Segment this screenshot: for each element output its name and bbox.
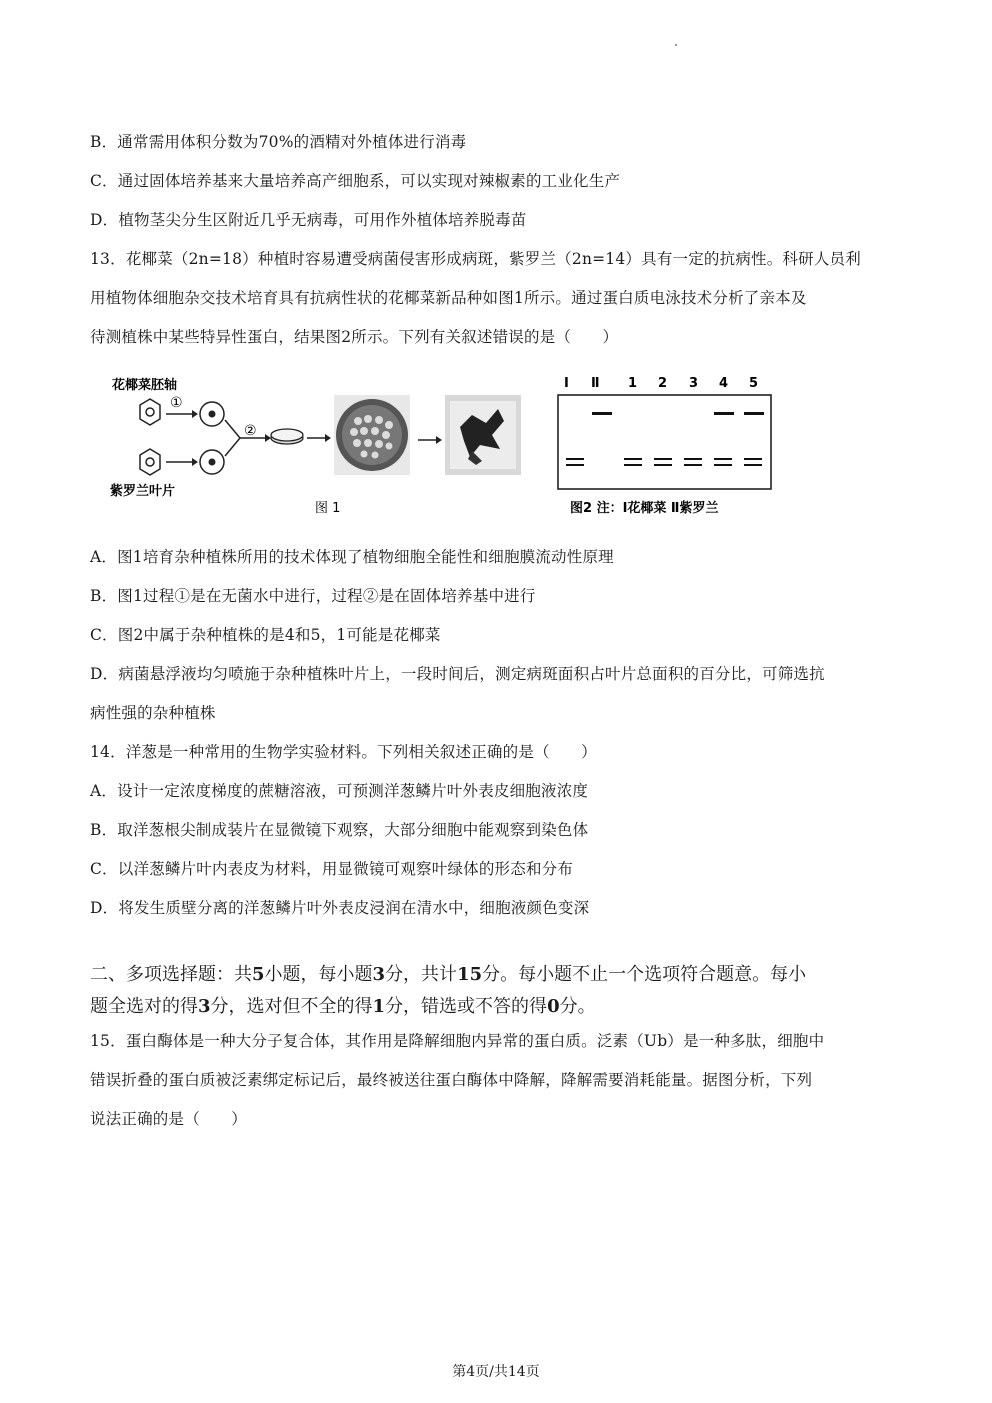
q13-option-c: C．图2中属于杂种植株的是4和5，1可能是花椰菜 [90, 626, 441, 644]
q13-option-a: A．图1培育杂种植株所用的技术体现了植物细胞全能性和细胞膜流动性原理 [90, 548, 614, 566]
gel-band [654, 458, 672, 460]
q15-stem-line3: 说法正确的是（ ） [90, 1110, 248, 1128]
scan-dot [675, 44, 677, 46]
q14-option-d: D．将发生质壁分离的洋葱鳞片叶外表皮浸润在清水中，细胞液颜色变深 [90, 899, 590, 917]
figure-2 [558, 376, 771, 516]
lane-label: Ⅰ [564, 376, 569, 391]
lane-label: 1 [628, 376, 638, 391]
gel-frame [558, 395, 771, 489]
gel-band [684, 458, 702, 460]
q13-stem-line1: 13．花椰菜（2n=18）种植时容易遭受病菌侵害形成病斑，紫罗兰（2n=14）具有一定的抗病性。科研人员利 [90, 250, 861, 268]
q13-option-d-line1: D．病菌悬浮液均匀喷施于杂种植株叶片上，一段时间后，测定病斑面积占叶片总面积的百分比，可筛选抗 [90, 665, 825, 683]
q13-option-d-line2: 病性强的杂种植株 [90, 704, 216, 722]
q13-figures [100, 365, 790, 525]
page-footer: 第4页/共14页 [452, 1364, 540, 1380]
q13-option-b: B．图1过程①是在无菌水中进行，过程②是在固体培养基中进行 [90, 587, 536, 605]
q12-option-d: D．植物茎尖分生区附近几乎无病毒，可用作外植体培养脱毒苗 [90, 211, 527, 229]
q14-option-c: C．以洋葱鳞片叶内表皮为材料，用显微镜可观察叶绿体的形态和分布 [90, 860, 574, 878]
fig1-caption: 图 1 [315, 501, 341, 516]
q14-stem: 14．洋葱是一种常用的生物学实验材料。下列相关叙述正确的是（ ） [90, 743, 597, 761]
lane-label: 4 [719, 376, 729, 391]
section2-heading-line2: 题全选对的得3分，选对但不全的得1分，错选或不答的得0分。 [90, 996, 596, 1017]
figure-1-2-svg [100, 365, 790, 525]
q12-option-c: C．通过固体培养基来大量培养高产细胞系，可以实现对辣椒素的工业化生产 [90, 172, 621, 190]
q14-option-a: A．设计一定浓度梯度的蔗糖溶液，可预测洋葱鳞片叶外表皮细胞液浓度 [90, 782, 589, 800]
gel-band [744, 458, 762, 460]
section2-heading-line1: 二、多项选择题：共5小题，每小题3分，共计15分。每小题不止一个选项符合题意。每小 [90, 964, 807, 985]
gel-band [714, 458, 732, 460]
lane-label: 5 [749, 376, 759, 391]
gel-band [744, 412, 764, 415]
q15-stem-line2: 错误折叠的蛋白质被泛素绑定标记后，最终被送往蛋白酶体中降解，降解需要消耗能量。据图分析，下列 [90, 1071, 813, 1089]
q12-option-b: B．通常需用体积分数为70%的酒精对外植体进行消毒 [90, 133, 467, 151]
gel-band [566, 458, 584, 460]
lane-label: 3 [689, 376, 699, 391]
step1-label: ① [170, 395, 183, 411]
figure-1 [110, 377, 521, 516]
gel-band [714, 412, 734, 415]
cell-broccoli-icon [140, 399, 160, 425]
fig1-label-bottom: 紫罗兰叶片 [110, 484, 176, 499]
fig2-caption: 图2 注：Ⅰ花椰菜 Ⅱ紫罗兰 [570, 501, 719, 516]
q14-option-b: B．取洋葱根尖制成装片在显微镜下观察，大部分细胞中能观察到染色体 [90, 821, 589, 839]
lane-label: 2 [658, 376, 668, 391]
q15-stem-line1: 15．蛋白酶体是一种大分子复合体，其作用是降解细胞内异常的蛋白质。泛素（Ub）是一种多肽，细胞中 [90, 1032, 825, 1050]
cell-violet-icon [140, 449, 160, 475]
step2-label: ② [244, 423, 257, 439]
q13-stem-line3: 待测植株中某些特异性蛋白，结果图2所示。下列有关叙述错误的是（ ） [90, 328, 619, 346]
q13-stem-line2: 用植物体细胞杂交技术培育具有抗病性状的花椰菜新品种如图1所示。通过蛋白质电泳技术分析了亲本及 [90, 289, 807, 307]
gel-band [592, 412, 612, 415]
gel-band [624, 458, 642, 460]
lane-label: Ⅱ [591, 376, 600, 391]
fig1-label-top: 花椰菜胚轴 [112, 378, 178, 393]
